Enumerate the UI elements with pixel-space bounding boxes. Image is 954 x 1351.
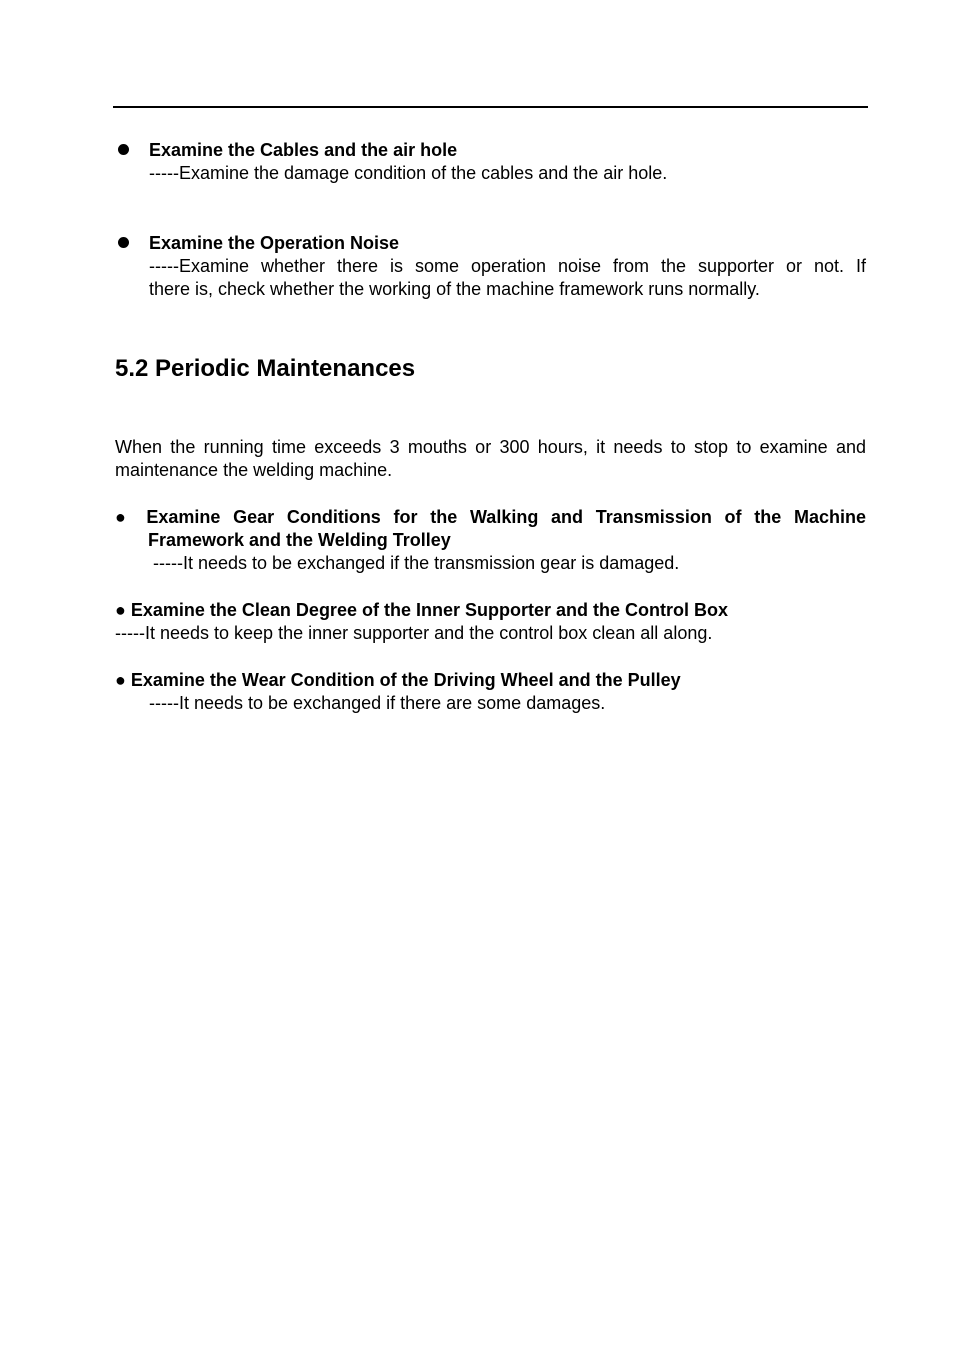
item-gear-title-line1: ● Examine Gear Conditions for the Walking and Transmission of the Machine: [115, 507, 866, 527]
item-gear-title-line2: Framework and the Welding Trolley: [148, 530, 451, 550]
intro-line1: When the running time exceeds 3 mouths or 300 hours, it needs to stop to examine and: [115, 437, 866, 457]
item-cables-title: Examine the Cables and the air hole: [149, 140, 458, 160]
bullet-icon: [118, 144, 129, 155]
item-wear-desc: -----It needs to be exchanged if there are some damages.: [149, 693, 606, 713]
item-cables-desc: -----Examine the damage condition of the cables and the air hole.: [149, 163, 668, 183]
item-gear-desc: -----It needs to be exchanged if the transmission gear is damaged.: [153, 553, 680, 573]
section-heading: 5.2 Periodic Maintenances: [115, 355, 416, 382]
item-clean-desc: -----It needs to keep the inner supporter and the control box clean all along.: [115, 623, 713, 643]
item-noise-desc-line1: -----Examine whether there is some operation noise from the supporter or not. If: [149, 256, 866, 276]
item-wear-title: ● Examine the Wear Condition of the Driving Wheel and the Pulley: [115, 670, 681, 690]
item-noise-desc-line2: there is, check whether the working of the machine framework runs normally.: [149, 279, 760, 299]
bullet-icon: [118, 237, 129, 248]
intro-line2: maintenance the welding machine.: [115, 460, 393, 480]
item-noise-title: Examine the Operation Noise: [149, 233, 400, 253]
item-clean-title: ● Examine the Clean Degree of the Inner Supporter and the Control Box: [115, 600, 728, 620]
header-rule: [113, 106, 868, 108]
